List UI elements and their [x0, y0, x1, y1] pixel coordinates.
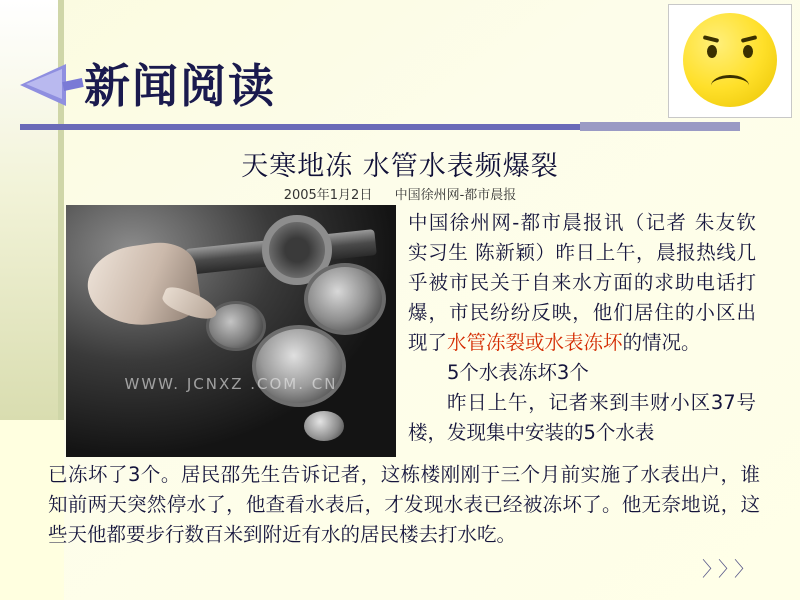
title-underline-rule-secondary: [580, 122, 740, 131]
sad-smiley-face-icon: [683, 13, 777, 107]
title-underline-rule: [20, 124, 580, 130]
article-date: 2005年1月2日: [283, 188, 373, 203]
body-para1-part1: 中国徐州网-都市晨报讯（记者 朱友钦 实习生 陈新颖）昨日上午，晨报热线几乎被市民关于自来水方面的求助电话打爆，市民纷纷反映，他们居住的小区出现了: [408, 211, 756, 354]
smiley-image-box: [668, 4, 792, 118]
megaphone-icon: [14, 58, 86, 112]
article-body-bottom: 已冻坏了3个。居民邵先生告诉记者，这栋楼刚刚于三个月前实施了水表出户，谁知前两天突然停水了，他查看水表后，才发现水表已经被冻坏了。他无奈地说，这些天他都要步行数百米到附近有水的居民楼去打水吃。: [48, 463, 760, 546]
article-body-right: [408, 208, 756, 448]
body-para2: 5个水表冻坏3个: [447, 361, 589, 384]
page-title: 新闻阅读: [84, 59, 276, 113]
body-para1-highlight: 水管冻裂或水表冻坏: [447, 331, 623, 354]
body-para3: 昨日上午，记者来到丰财小区37号楼，发现集中安装的5个水表: [408, 391, 756, 444]
photo-watermark: WWW. JCNXZ .COM. CN: [124, 375, 338, 393]
body-para1-part2: 的情况。: [622, 331, 701, 354]
article-source: 中国徐州网-都市晨报: [394, 188, 517, 203]
article-byline: [0, 184, 800, 203]
chevron-right-icon: 〉〉〉: [702, 557, 760, 581]
article-headline: 天寒地冻 水管水表频爆裂: [241, 151, 559, 182]
frozen-water-meter-photo: [66, 205, 396, 457]
